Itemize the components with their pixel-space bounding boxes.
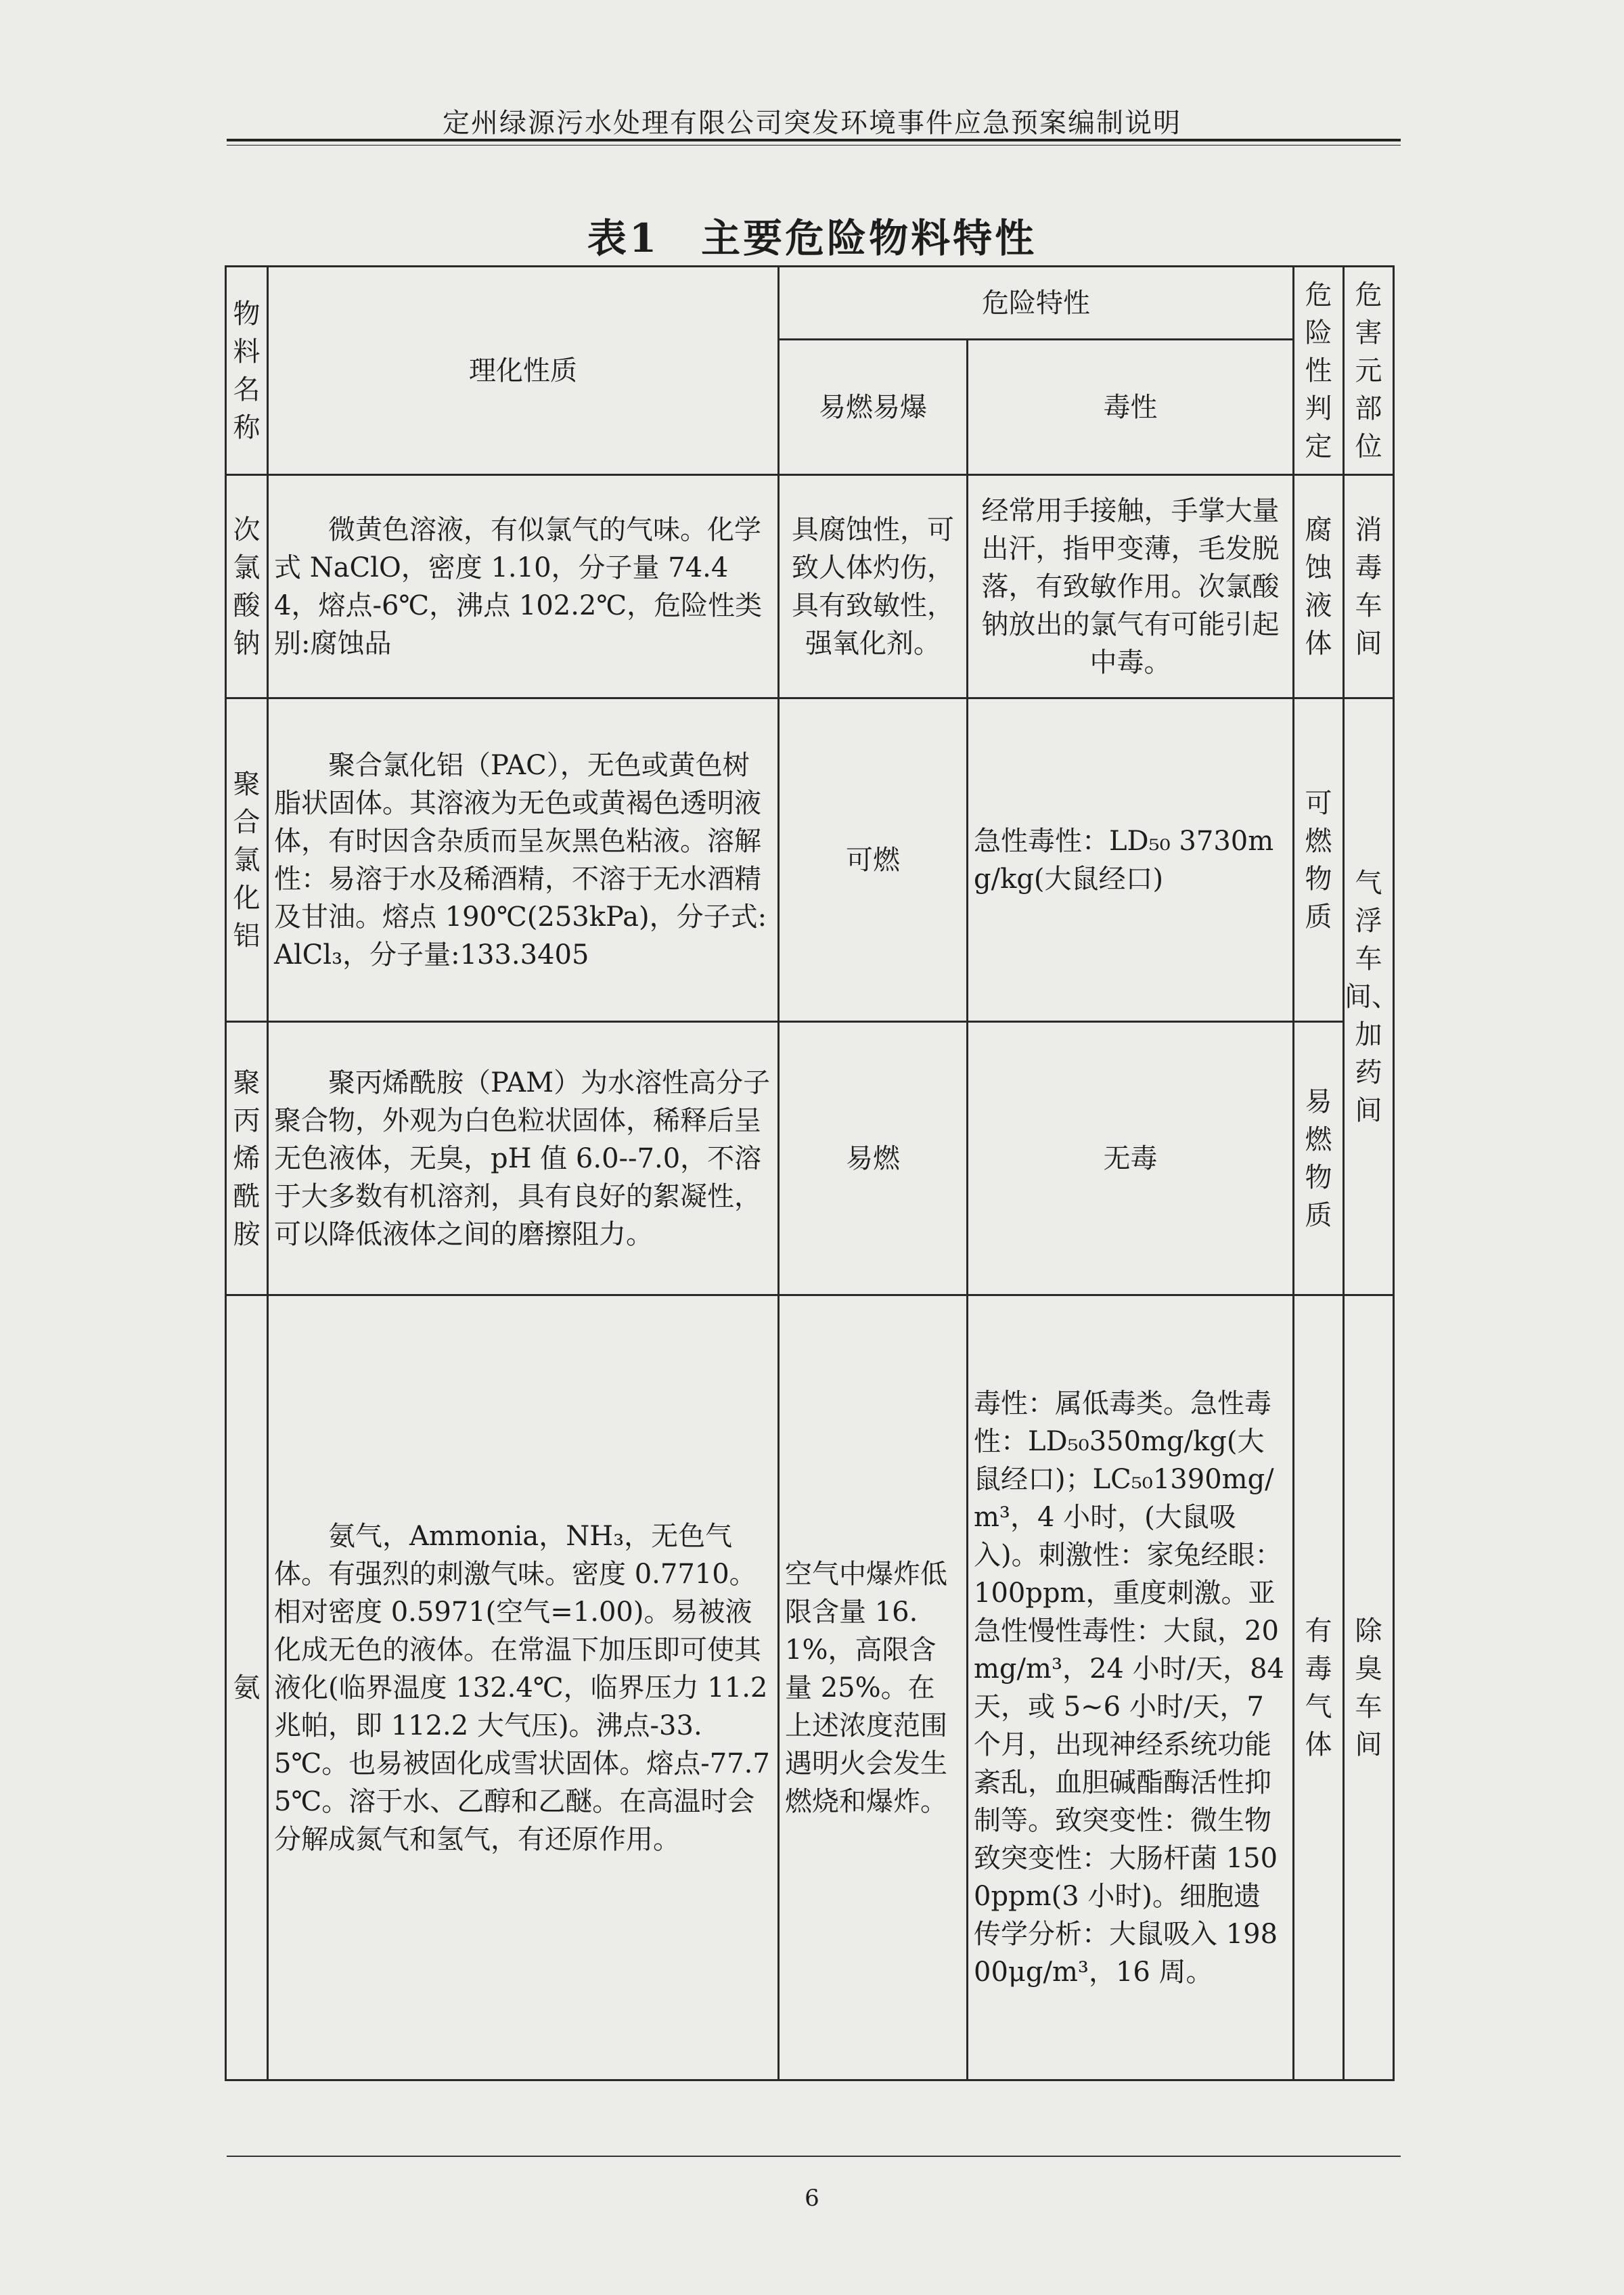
flammability: 空气中爆炸低限含量 16.1%，高限含量 25%。在上述浓度范围遇明火会发生燃烧和爆炸。	[779, 1295, 968, 2080]
footer-divider	[227, 2156, 1401, 2157]
header-divider	[227, 139, 1401, 146]
hazard-unit: 气浮车间、加药间	[1344, 698, 1394, 1295]
hazard-classification: 可燃物质	[1294, 698, 1344, 1022]
table-header-row	[226, 267, 1394, 340]
hazard-classification: 腐蚀液体	[1294, 475, 1344, 698]
hazard-classification: 有毒气体	[1294, 1295, 1344, 2080]
material-name: 聚合氯化铝	[226, 698, 268, 1022]
flammability: 可燃	[779, 698, 968, 1022]
hazard-unit: 消毒车间	[1344, 475, 1394, 698]
header-toxicity: 毒性	[968, 340, 1294, 475]
physical-properties: 氨气，Ammonia，NH₃，无色气体。有强烈的刺激气味。密度 0.7710。相对密度 0.5971(空气=1.00)。易被液化成无色的液体。在常温下加压即可使其液化(临界温度 132.4℃，临界压力 11.2 兆帕，即 112.2 大气压)。沸点-33.5℃。也易被固化成雪状固体。熔点-77.75℃。溶于水、乙醇和乙醚。在高温时会分解成氮气和氢气，有还原作用。	[268, 1295, 779, 2080]
table-row	[226, 1295, 1394, 2080]
toxicity: 毒性：属低毒类。急性毒性：LD₅₀350mg/kg(大鼠经口)；LC₅₀1390mg/m³，4 小时，(大鼠吸入)。刺激性：家兔经眼：100ppm，重度刺激。亚急性慢性毒性：大鼠，20mg/m³，24 小时/天，84 天，或 5~6 小时/天，7 个月，出现神经系统功能紊乱，血胆碱酯酶活性抑制等。致突变性：微生物致突变性：大肠杆菌 1500ppm(3 小时)。细胞遗传学分析：大鼠吸入 19800μg/m³，16 周。	[968, 1295, 1294, 2080]
table-caption: 表1 主要危险物料特性	[587, 215, 1037, 261]
hazard-classification: 易燃物质	[1294, 1022, 1344, 1295]
header-material-name: 物料名称	[226, 267, 268, 475]
header-flammable: 易燃易爆	[779, 340, 968, 475]
material-name: 氨	[226, 1295, 268, 2080]
header-hazard: 危险特性	[779, 267, 1294, 340]
material-name: 次氯酸钠	[226, 475, 268, 698]
header-unit: 危害元部位	[1344, 267, 1394, 475]
toxicity: 无毒	[968, 1022, 1294, 1295]
physical-properties: 聚合氯化铝（PAC），无色或黄色树脂状固体。其溶液为无色或黄褐色透明液体，有时因含杂质而呈灰黑色粘液。溶解性：易溶于水及稀酒精，不溶于无水酒精及甘油。熔点 190℃(253kPa)，分子式:AlCl₃，分子量:133.3405	[268, 698, 779, 1022]
material-name: 聚丙烯酰胺	[226, 1022, 268, 1295]
header-classification: 危险性判定	[1294, 267, 1344, 475]
flammability: 具腐蚀性，可致人体灼伤，具有致敏性，强氧化剂。	[779, 475, 968, 698]
hazard-unit: 除臭车间	[1344, 1295, 1394, 2080]
table-row	[226, 698, 1394, 1022]
header-properties: 理化性质	[268, 267, 779, 475]
physical-properties: 微黄色溶液，有似氯气的气味。化学式 NaClO，密度 1.10，分子量 74.44，熔点-6℃，沸点 102.2℃，危险性类别:腐蚀品	[268, 475, 779, 698]
flammability: 易燃	[779, 1022, 968, 1295]
physical-properties: 聚丙烯酰胺（PAM）为水溶性高分子聚合物，外观为白色粒状固体，稀释后呈无色液体，无臭，pH 值 6.0--7.0，不溶于大多数有机溶剂，具有良好的絮凝性，可以降低液体之间的磨擦阻力。	[268, 1022, 779, 1295]
table-row	[226, 475, 1394, 698]
toxicity: 经常用手接触，手掌大量出汗，指甲变薄，毛发脱落，有致敏作用。次氯酸钠放出的氯气有可能引起中毒。	[968, 475, 1294, 698]
page-number: 6	[805, 2185, 819, 2212]
document-header-title: 定州绿源污水处理有限公司突发环境事件应急预案编制说明	[443, 108, 1181, 139]
hazardous-materials-table	[225, 265, 1399, 2081]
toxicity: 急性毒性：LD₅₀ 3730mg/kg(大鼠经口)	[968, 698, 1294, 1022]
table-row	[226, 1022, 1394, 1295]
